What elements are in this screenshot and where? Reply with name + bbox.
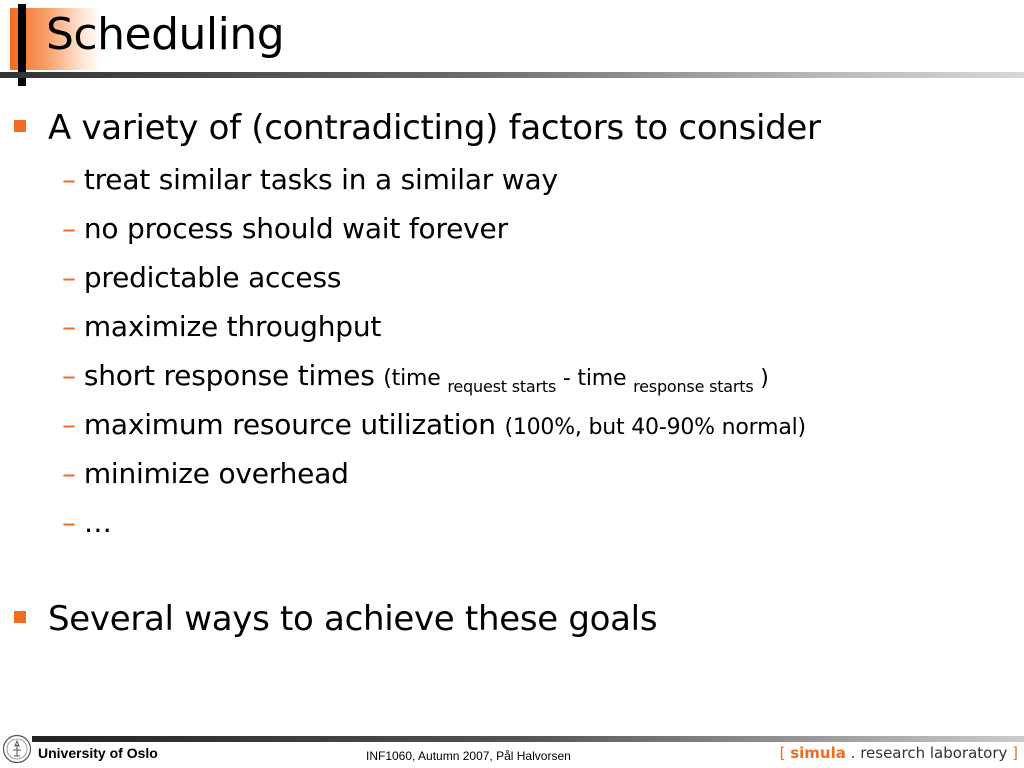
dash-bullet-icon: – (62, 212, 76, 245)
item-text: short response times (83, 359, 384, 392)
item-note: (100%, but 40-90% normal) (504, 415, 806, 440)
list-item (62, 457, 349, 491)
list-item (62, 506, 112, 540)
list-item (62, 408, 806, 445)
item-text: no process should wait forever (83, 212, 508, 245)
logo-brand: simula (790, 744, 846, 762)
dash-bullet-icon: – (62, 457, 76, 490)
item-note: ) (753, 366, 769, 391)
item-text: maximum resource utilization (83, 408, 505, 441)
university-seal-icon (2, 734, 32, 764)
item-text: predictable access (83, 261, 342, 294)
item-text: treat similar tasks in a similar way (83, 163, 558, 196)
simula-logo (780, 744, 1018, 762)
list-item (62, 261, 341, 295)
list-item (62, 163, 558, 197)
footer-course-info: INF1060, Autumn 2007, Pål Halvorsen (366, 749, 571, 763)
item-text: maximize throughput (83, 310, 382, 343)
square-bullet-icon (14, 611, 26, 623)
item-text: minimize overhead (83, 457, 349, 490)
item-subscript: response starts (633, 377, 754, 396)
bullet-main: Several ways to achieve these goals (48, 599, 658, 639)
item-text: … (83, 506, 112, 539)
dash-bullet-icon: – (62, 408, 76, 441)
footer-organization: University of Oslo (38, 745, 158, 761)
title-rule (0, 72, 1024, 78)
logo-dot: . (845, 744, 861, 762)
dash-bullet-icon: – (62, 359, 76, 392)
logo-bracket: ] (1007, 744, 1018, 762)
item-subscript: request starts (447, 377, 557, 396)
item-note: - time (556, 366, 634, 391)
dash-bullet-icon: – (62, 261, 76, 294)
slide-title: Scheduling (46, 9, 285, 60)
logo-text: research laboratory (860, 744, 1008, 762)
item-note: (time (383, 366, 448, 391)
list-item (62, 310, 381, 344)
square-bullet-icon (14, 120, 26, 132)
dash-bullet-icon: – (62, 163, 76, 196)
footer-rule (32, 736, 1024, 742)
dash-bullet-icon: – (62, 310, 76, 343)
dash-bullet-icon: – (62, 506, 76, 539)
logo-bracket: [ (779, 744, 791, 762)
list-item (62, 359, 769, 404)
list-item (62, 212, 508, 246)
bullet-main: A variety of (contradicting) factors to consider (48, 108, 821, 148)
